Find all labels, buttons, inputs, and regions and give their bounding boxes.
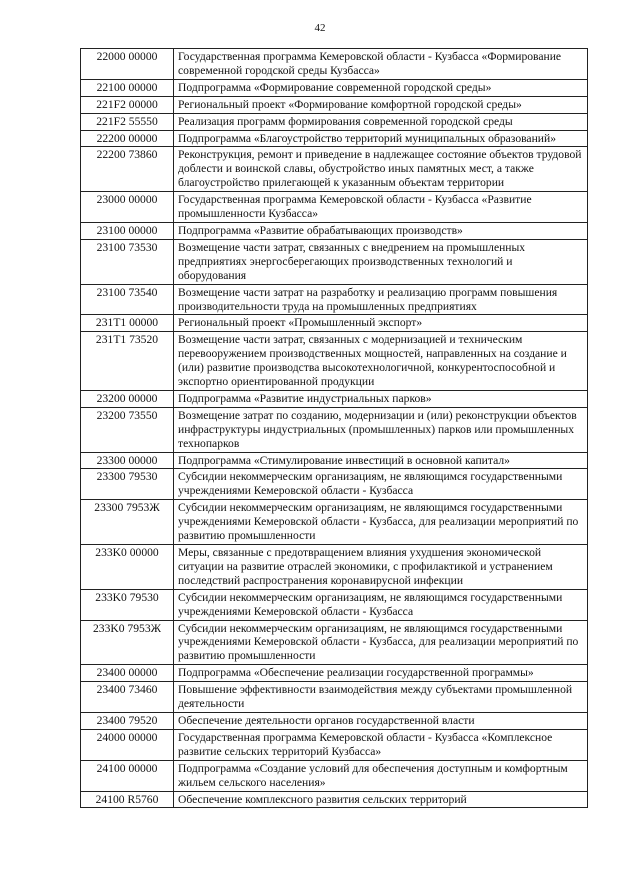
description-cell: Подпрограмма «Стимулирование инвестиций в основной капитал»: [174, 452, 588, 469]
table-row: [81, 545, 588, 590]
description-cell: Меры, связанные с предотвращением влияния ухудшения экономической ситуации на развитие отраслей экономики, с профилактикой и устранением последствий распространения коронавирусной инфекции: [174, 545, 588, 590]
description-cell: Субсидии некоммерческим организациям, не являющимся государственными учреждениями Кемеровской области - Кузбасса, для реализации мероприятий по развитию промышленности: [174, 500, 588, 545]
code-cell: 23200 73550: [81, 407, 174, 452]
description-cell: Повышение эффективности взаимодействия между субъектами промышленной деятельности: [174, 682, 588, 713]
table-row: [81, 239, 588, 284]
description-cell: Подпрограмма «Формирование современной городской среды»: [174, 79, 588, 96]
description-cell: Государственная программа Кемеровской области - Кузбасса «Развитие промышленности Кузбасса»: [174, 192, 588, 223]
code-cell: 22100 00000: [81, 79, 174, 96]
code-cell: 231T1 73520: [81, 332, 174, 391]
table-row: [81, 791, 588, 808]
code-cell: 24100 00000: [81, 760, 174, 791]
table-row: [81, 620, 588, 665]
code-cell: 23400 79520: [81, 712, 174, 729]
code-cell: 231T1 00000: [81, 315, 174, 332]
table-row: [81, 79, 588, 96]
budget-classification-table: [80, 48, 588, 808]
code-cell: 23300 79530: [81, 469, 174, 500]
description-cell: Субсидии некоммерческим организациям, не являющимся государственными учреждениями Кемеровской области - Кузбасса: [174, 469, 588, 500]
code-cell: 23300 00000: [81, 452, 174, 469]
description-cell: Возмещение части затрат на разработку и реализацию программ повышения производительности труда на промышленных предприятиях: [174, 284, 588, 315]
code-cell: 233K0 00000: [81, 545, 174, 590]
table-row: [81, 130, 588, 147]
table-row: [81, 665, 588, 682]
table-row: [81, 407, 588, 452]
code-cell: 22200 00000: [81, 130, 174, 147]
table-row: [81, 452, 588, 469]
table-row: [81, 390, 588, 407]
code-cell: 23300 7953Ж: [81, 500, 174, 545]
code-cell: 23100 00000: [81, 222, 174, 239]
table-row: [81, 469, 588, 500]
table-row: [81, 500, 588, 545]
code-cell: 22000 00000: [81, 49, 174, 80]
table-row: [81, 589, 588, 620]
code-cell: 221F2 00000: [81, 96, 174, 113]
code-cell: 24000 00000: [81, 729, 174, 760]
code-cell: 22200 73860: [81, 147, 174, 192]
table-row: [81, 284, 588, 315]
description-cell: Региональный проект «Промышленный экспорт»: [174, 315, 588, 332]
table-row: [81, 96, 588, 113]
code-cell: 23400 73460: [81, 682, 174, 713]
description-cell: Субсидии некоммерческим организациям, не являющимся государственными учреждениями Кемеровской области - Кузбасса, для реализации мероприятий по развитию промышленности: [174, 620, 588, 665]
code-cell: 233K0 7953Ж: [81, 620, 174, 665]
table-row: [81, 760, 588, 791]
table-row: [81, 315, 588, 332]
code-cell: 23400 00000: [81, 665, 174, 682]
description-cell: Возмещение части затрат, связанных с модернизацией и техническим перевооружением производственных мощностей, направленных на создание и (или) развитие производства высокотехнологичной, конкурентоспособной и экспортно ориентированной продукции: [174, 332, 588, 391]
code-cell: 23100 73540: [81, 284, 174, 315]
description-cell: Подпрограмма «Развитие индустриальных парков»: [174, 390, 588, 407]
code-cell: 23000 00000: [81, 192, 174, 223]
table-row: [81, 147, 588, 192]
description-cell: Региональный проект «Формирование комфортной городской среды»: [174, 96, 588, 113]
table-row: [81, 332, 588, 391]
description-cell: Обеспечение комплексного развития сельских территорий: [174, 791, 588, 808]
description-cell: Подпрограмма «Благоустройство территорий муниципальных образований»: [174, 130, 588, 147]
code-cell: 24100 R5760: [81, 791, 174, 808]
description-cell: Возмещение части затрат, связанных с внедрением на промышленных предприятиях энергосберегающих производственных технологий и оборудования: [174, 239, 588, 284]
page-number: 42: [314, 22, 326, 34]
table-row: [81, 682, 588, 713]
table-row: [81, 113, 588, 130]
code-cell: 23200 00000: [81, 390, 174, 407]
table-row: [81, 192, 588, 223]
description-cell: Государственная программа Кемеровской области - Кузбасса «Комплексное развитие сельских территорий Кузбасса»: [174, 729, 588, 760]
description-cell: Реконструкция, ремонт и приведение в надлежащее состояние объектов трудовой доблести и воинской славы, обустройство иных памятных мест, а также благоустройство прилегающей к указанным объектам территории: [174, 147, 588, 192]
table-row: [81, 49, 588, 80]
description-cell: Подпрограмма «Развитие обрабатывающих производств»: [174, 222, 588, 239]
description-cell: Субсидии некоммерческим организациям, не являющимся государственными учреждениями Кемеровской области - Кузбасса: [174, 589, 588, 620]
table-row: [81, 712, 588, 729]
description-cell: Реализация программ формирования современной городской среды: [174, 113, 588, 130]
code-cell: 221F2 55550: [81, 113, 174, 130]
table-row: [81, 729, 588, 760]
description-cell: Обеспечение деятельности органов государственной власти: [174, 712, 588, 729]
description-cell: Подпрограмма «Обеспечение реализации государственной программы»: [174, 665, 588, 682]
code-cell: 23100 73530: [81, 239, 174, 284]
table-row: [81, 222, 588, 239]
description-cell: Государственная программа Кемеровской области - Кузбасса «Формирование современной городской среды Кузбасса»: [174, 49, 588, 80]
code-cell: 233K0 79530: [81, 589, 174, 620]
description-cell: Подпрограмма «Создание условий для обеспечения доступным и комфортным жильем сельского населения»: [174, 760, 588, 791]
description-cell: Возмещение затрат по созданию, модернизации и (или) реконструкции объектов инфраструктуры индустриальных (промышленных) парков или промышленных технопарков: [174, 407, 588, 452]
